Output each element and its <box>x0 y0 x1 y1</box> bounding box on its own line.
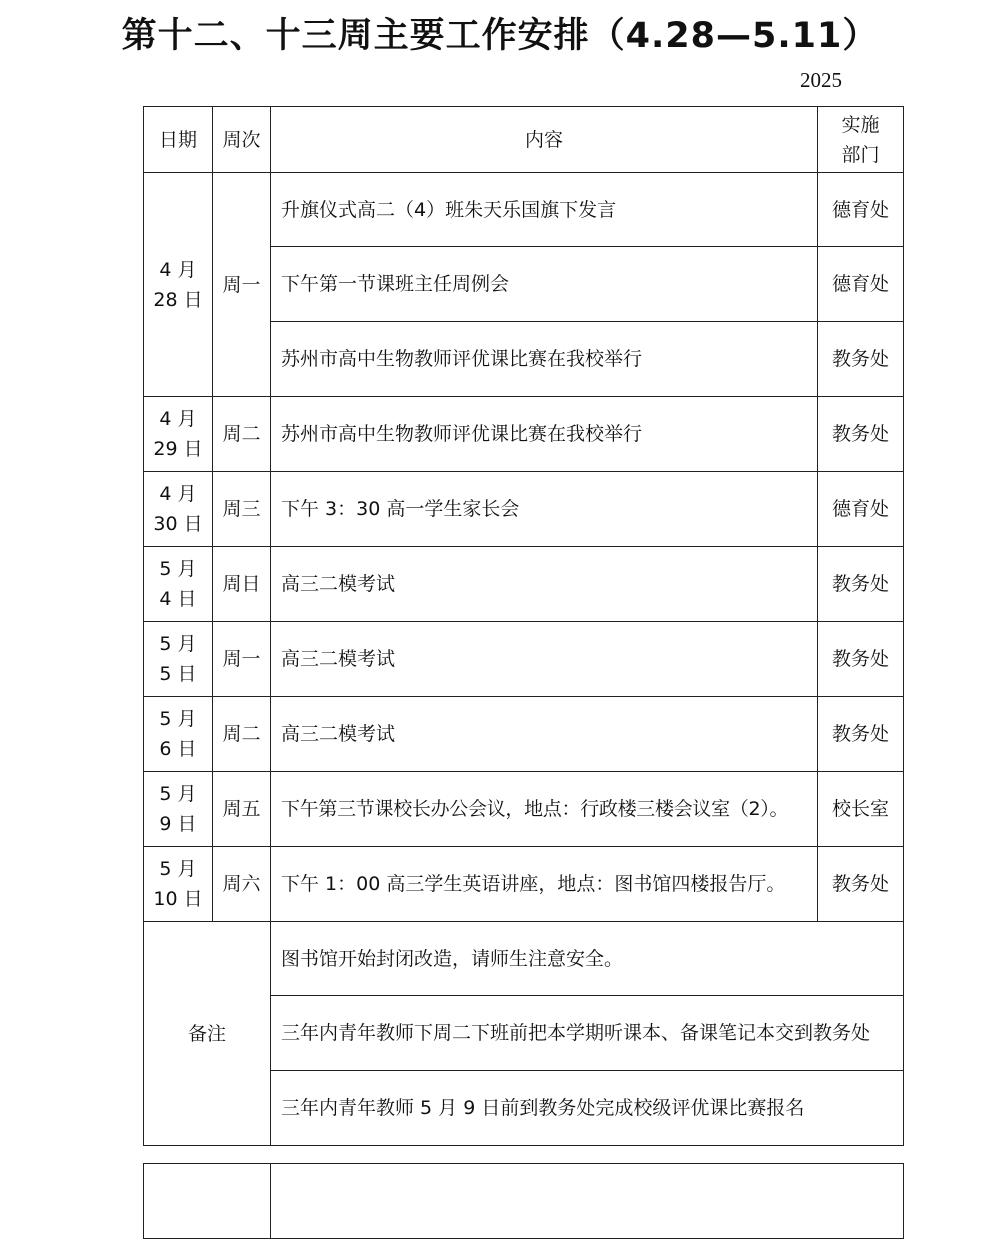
dept-cell: 教务处 <box>818 397 904 472</box>
schedule-table <box>143 106 904 1146</box>
dept-cell: 校长室 <box>818 772 904 847</box>
date-month: 4 月 <box>159 408 197 430</box>
header-dept-line2: 部门 <box>841 143 880 166</box>
week-cell: 周一 <box>213 622 271 697</box>
date-day: 28 日 <box>153 288 203 311</box>
blank-cell <box>271 1164 904 1239</box>
date-day: 29 日 <box>153 438 203 460</box>
date-month: 5 月 <box>159 558 197 580</box>
blank-cell <box>144 1164 271 1239</box>
note-item: 三年内青年教师 5 月 9 日前到教务处完成校级评优课比赛报名 <box>271 1071 904 1146</box>
dept-cell: 教务处 <box>818 322 904 397</box>
header-date: 日期 <box>144 107 213 173</box>
content-cell: 苏州市高中生物教师评优课比赛在我校举行 <box>271 397 818 472</box>
dept-cell: 教务处 <box>818 847 904 922</box>
dept-cell: 教务处 <box>818 547 904 622</box>
week-cell: 周三 <box>213 472 271 547</box>
table-row <box>144 547 904 622</box>
date-day: 4 日 <box>159 588 197 610</box>
table-row <box>144 173 904 247</box>
note-item: 三年内青年教师下周二下班前把本学期听课本、备课笔记本交到教务处 <box>271 996 904 1071</box>
date-cell <box>144 772 213 847</box>
page-title: 第十二、十三周主要工作安排（4.28—5.11） <box>121 16 879 56</box>
content-cell: 高三二模考试 <box>271 547 818 622</box>
dept-cell: 德育处 <box>818 247 904 322</box>
date-cell <box>144 472 213 547</box>
notes-label: 备注 <box>144 922 271 1146</box>
table-row <box>144 772 904 847</box>
blank-table <box>143 1163 904 1239</box>
content-cell: 下午第一节课班主任周例会 <box>271 247 818 322</box>
note-item: 图书馆开始封闭改造，请师生注意安全。 <box>271 922 904 996</box>
week-cell: 周一 <box>213 173 271 397</box>
blank-row <box>144 1164 904 1239</box>
header-row <box>144 107 904 173</box>
date-day: 6 日 <box>159 738 197 760</box>
date-cell <box>144 697 213 772</box>
content-cell: 高三二模考试 <box>271 697 818 772</box>
header-content: 内容 <box>271 107 818 173</box>
content-cell: 下午第三节课校长办公会议，地点：行政楼三楼会议室（2）。 <box>271 772 818 847</box>
date-cell <box>144 847 213 922</box>
content-cell: 下午 1：00 高三学生英语讲座，地点：图书馆四楼报告厅。 <box>271 847 818 922</box>
table-row <box>144 847 904 922</box>
week-cell: 周二 <box>213 697 271 772</box>
date-month: 5 月 <box>159 858 197 880</box>
content-cell: 升旗仪式高二（4）班朱天乐国旗下发言 <box>271 173 818 247</box>
header-week: 周次 <box>213 107 271 173</box>
dept-cell: 德育处 <box>818 173 904 247</box>
header-dept <box>818 107 904 173</box>
dept-cell: 教务处 <box>818 622 904 697</box>
table-row <box>144 622 904 697</box>
week-cell: 周日 <box>213 547 271 622</box>
header-dept-line1: 实施 <box>841 113 880 136</box>
date-month: 5 月 <box>159 708 197 730</box>
content-cell: 高三二模考试 <box>271 622 818 697</box>
dept-cell: 德育处 <box>818 472 904 547</box>
content-cell: 下午 3：30 高一学生家长会 <box>271 472 818 547</box>
date-day: 9 日 <box>159 813 197 835</box>
year-label: 2025 <box>800 68 842 92</box>
date-cell <box>144 173 213 397</box>
week-cell: 周二 <box>213 397 271 472</box>
week-cell: 周五 <box>213 772 271 847</box>
notes-row <box>144 922 904 996</box>
date-month: 4 月 <box>159 483 197 505</box>
table-row <box>144 697 904 772</box>
date-day: 30 日 <box>153 513 203 535</box>
date-day: 5 日 <box>159 663 197 685</box>
table-row <box>144 397 904 472</box>
date-month: 5 月 <box>159 783 197 805</box>
content-cell: 苏州市高中生物教师评优课比赛在我校举行 <box>271 322 818 397</box>
date-cell <box>144 397 213 472</box>
date-day: 10 日 <box>153 888 203 910</box>
date-month: 4 月 <box>159 258 197 281</box>
date-cell <box>144 547 213 622</box>
dept-cell: 教务处 <box>818 697 904 772</box>
date-cell <box>144 622 213 697</box>
date-month: 5 月 <box>159 633 197 655</box>
week-cell: 周六 <box>213 847 271 922</box>
table-row <box>144 472 904 547</box>
